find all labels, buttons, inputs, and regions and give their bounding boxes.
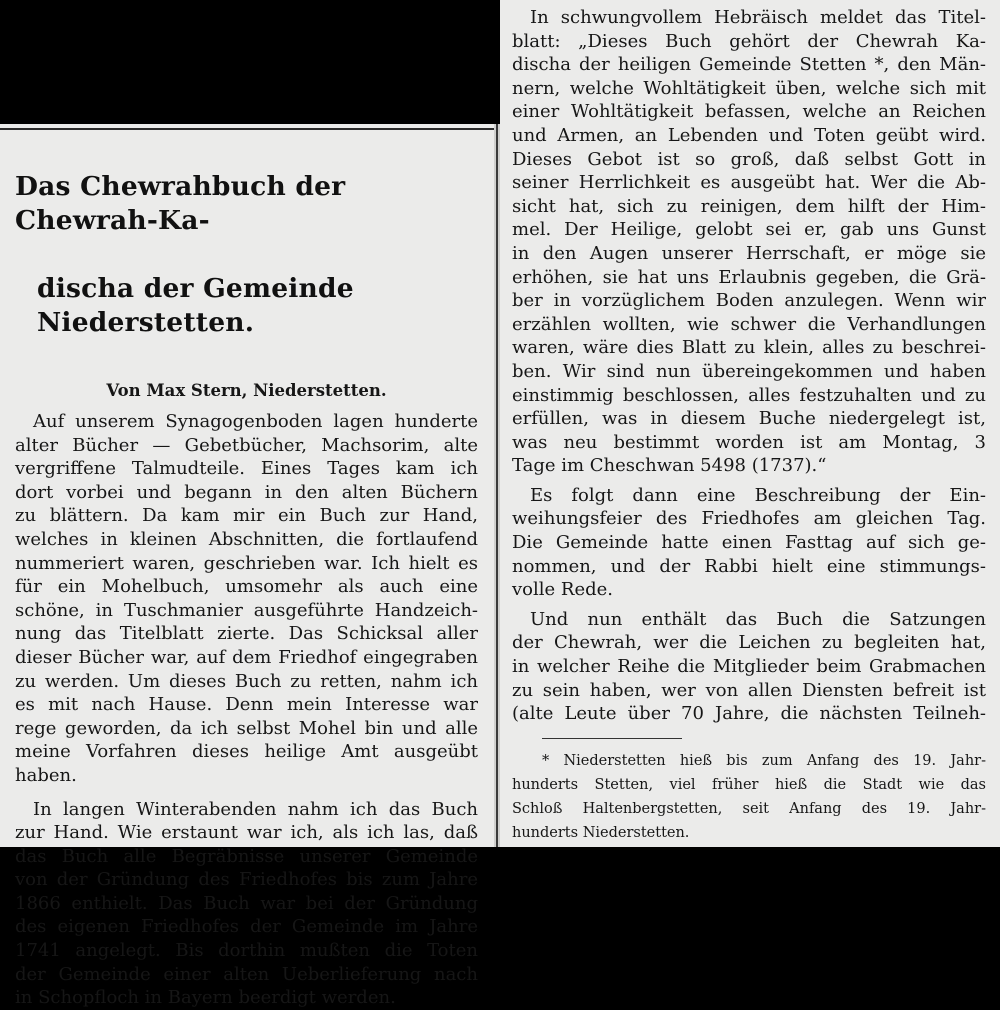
paragraph (512, 6, 986, 478)
footnote-line: * Niederstetten hieß bis zum Anfang des 19. Jahr- (542, 752, 986, 769)
text-line: volle Rede. (512, 579, 613, 601)
text-line: Auf unserem Synagogenboden lagen hunderte (33, 411, 478, 432)
text-line: zur Hand. Wie erstaunt war ich, als ich las, daß (15, 822, 478, 844)
paragraph (512, 484, 986, 602)
text-line: von der Gründung des Friedhofes bis zum Jahre (15, 869, 478, 891)
text-line: dort vorbei und begann in den alten Büchern (15, 481, 478, 503)
text-line: in den Augen unserer Herrschaft, er möge sie (512, 242, 986, 264)
text-line: das Buch alle Begräbnisse unserer Gemeinde (15, 845, 478, 867)
text-line: (alte Leute über 70 Jahre, die nächsten Teilneh- (512, 703, 986, 725)
footnote-line: hunderts Stetten, viel früher hieß die Stadt wie das (512, 776, 986, 793)
text-line: nummeriert waren, geschrieben war. Ich hielt es (15, 552, 478, 574)
text-line: der Gemeinde einer alten Ueberlieferung nach (15, 963, 478, 985)
text-line: erhöhen, sie hat uns Erlaubnis gegeben, die Grä- (512, 266, 986, 288)
text-line: es mit nach Hause. Denn mein Interesse war (15, 694, 478, 716)
footnote-line: hunderts Niederstetten. (512, 824, 690, 841)
right-column (500, 0, 1000, 847)
text-line: vergriffene Talmudteile. Eines Tages kam ich (15, 458, 478, 480)
article-title (15, 136, 478, 374)
text-line: erfüllen, was in diesem Buche niedergelegt ist, (512, 408, 986, 430)
text-line: in Schopfloch in Bayern beerdigt werden. (15, 987, 396, 1009)
text-line: was neu bestimmt worden ist am Montag, 3 (512, 431, 986, 453)
text-line: In schwungvollem Hebräisch meldet das Titel- (530, 7, 986, 28)
text-line: schöne, in Tuschmanier ausgeführte Handzeich- (15, 599, 478, 621)
text-line: welches in kleinen Abschnitten, die fortlaufend (15, 528, 478, 550)
text-line: alter Bücher — Gebetbücher, Machsorim, alte (15, 434, 478, 456)
text-line: Und nun enthält das Buch die Satzungen (530, 608, 986, 630)
text-line: dieser Bücher war, auf dem Friedhof eingegraben (15, 646, 478, 668)
text-line: in welcher Reihe die Mitglieder beim Grabmachen (512, 656, 986, 678)
paragraph (512, 608, 986, 726)
text-line: seiner Herrlichkeit es ausgeübt hat. Wer die Ab- (512, 172, 986, 194)
text-line: discha der heiligen Gemeinde Stetten *, den Män- (512, 54, 986, 76)
text-line: meine Vorfahren dieses heilige Amt ausgeübt (15, 741, 478, 763)
text-line: Tage im Cheschwan 5498 (1737).“ (512, 455, 827, 477)
text-line: einer Wohltätigkeit befassen, welche an Reichen (512, 101, 986, 123)
text-line: für ein Mohelbuch, umsomehr als auch eine (15, 576, 478, 598)
text-line: blatt: „Dieses Buch gehört der Chewrah Ka- (512, 30, 986, 52)
text-line: mel. Der Heilige, gelobt sei er, gab uns Gunst (512, 219, 986, 241)
left-column (0, 124, 494, 1009)
text-line: zu blättern. Da kam mir ein Buch zur Hand, (15, 505, 478, 527)
text-line: sicht hat, sich zu reinigen, dem hilft der Him- (512, 195, 986, 217)
text-line: haben. (15, 764, 77, 786)
text-line: Die Gemeinde hatte einen Fasttag auf sich ge- (512, 532, 986, 554)
text-line: 1741 angelegt. Bis dorthin mußten die Toten (15, 940, 478, 962)
text-line: waren, wäre dies Blatt zu klein, alles zu beschrei- (512, 337, 986, 359)
text-line: nung das Titelblatt zierte. Das Schicksal aller (15, 623, 478, 645)
footnote-rule (542, 738, 682, 739)
text-line: Es folgt dann eine Beschreibung der Ein- (530, 484, 986, 506)
byline: Von Max Stern, Niederstetten. (106, 381, 387, 400)
text-line: 1866 enthielt. Das Buch war bei der Gründung (15, 892, 478, 914)
text-line: ber in vorzüglichem Boden anzulegen. Wenn wir (512, 290, 986, 312)
paragraph (15, 410, 478, 788)
footnote-line: Schloß Haltenbergstetten, seit Anfang des 19. Jahr- (512, 800, 986, 817)
text-line: der Chewrah, wer die Leichen zu begleiten hat, (512, 632, 986, 654)
text-line: zu sein haben, wer von allen Diensten befreit ist (512, 679, 986, 701)
article-title-line: Das Chewrahbuch der Chewrah-Ka- (15, 171, 346, 236)
paragraph (15, 798, 478, 1010)
text-line: des eigenen Friedhofes der Gemeinde im Jahre (15, 916, 478, 938)
article-title-line: discha der Gemeinde Niederstetten. (37, 273, 354, 338)
text-line: zu werden. Um dieses Buch zu retten, nahm ich (15, 670, 478, 692)
text-line: rege geworden, da ich selbst Mohel bin und alle (15, 717, 478, 739)
text-line: nern, welche Wohltätigkeit üben, welche sich mit (512, 77, 986, 99)
text-line: und Armen, an Lebenden und Toten geübt wird. (512, 124, 986, 146)
text-line: einstimmig beschlossen, alles festzuhalten und zu (512, 384, 986, 406)
text-line: In langen Winterabenden nahm ich das Buch (33, 798, 478, 820)
top-rule (0, 128, 494, 130)
text-line: weihungsfeier des Friedhofes am gleichen Tag. (512, 508, 986, 530)
text-line: ben. Wir sind nun übereingekommen und haben (512, 360, 986, 382)
text-line: Dieses Gebot ist so groß, daß selbst Gott in (512, 148, 986, 170)
footnote (512, 749, 986, 845)
text-line: nommen, und der Rabbi hielt eine stimmungs- (512, 555, 986, 577)
text-line: erzählen wollten, wie schwer die Verhandlungen (512, 313, 986, 335)
